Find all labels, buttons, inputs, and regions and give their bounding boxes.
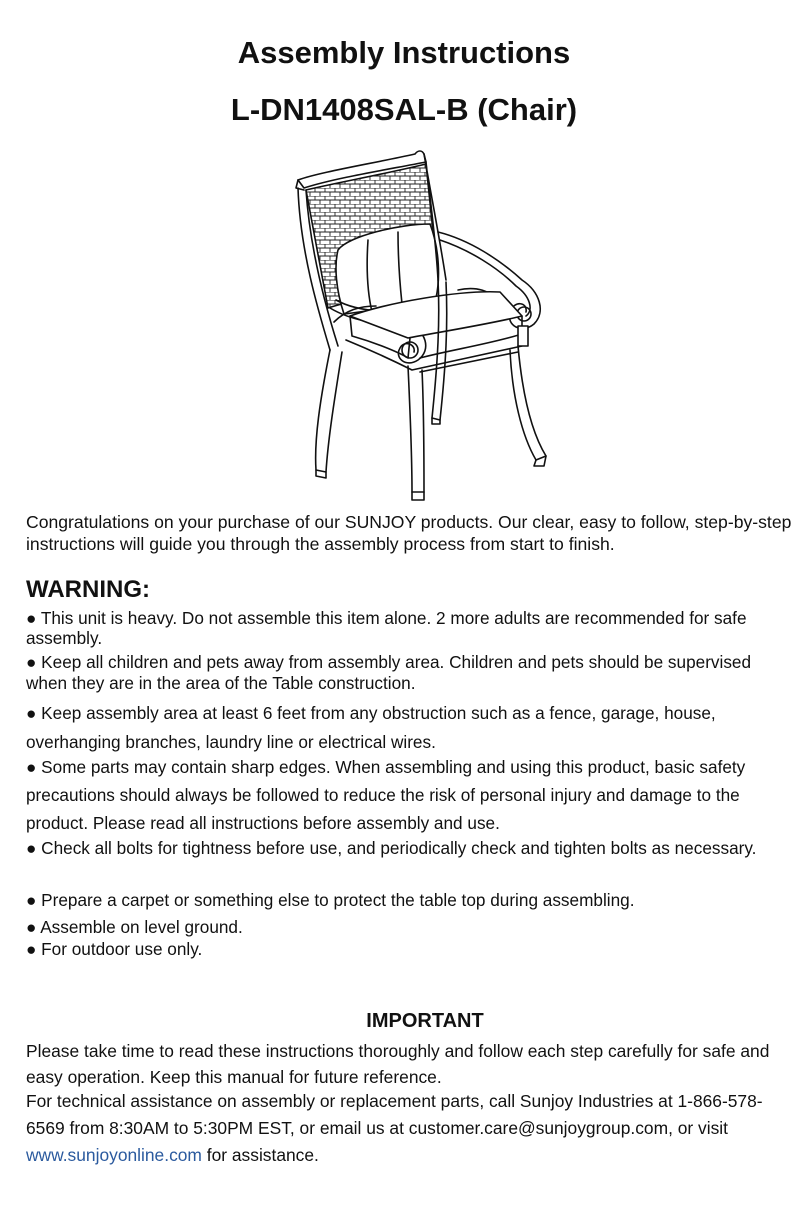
bullet-icon: ● <box>26 890 37 910</box>
warning-item: ● This unit is heavy. Do not assemble this item alone. 2 more adults are recommended for safe assembly. <box>26 608 747 648</box>
bullet-icon: ● <box>26 917 37 937</box>
patio-chair-illustration <box>290 140 550 505</box>
model-number: L-DN1408SAL-B (Chair) <box>230 92 578 127</box>
bullet-icon: ● <box>26 652 37 672</box>
warning-item: ● Some parts may contain sharp edges. When assembling and using this product, basic safety precautions should always be followed to reduce the risk of personal injury and damage to the product. Please read all instructions before assembly and use. <box>26 757 746 833</box>
important-paragraph: Please take time to read these instructions thoroughly and follow each step carefully for safe and easy operation. Keep this manual for future reference. <box>26 1041 770 1087</box>
warning-item: ● Keep all children and pets away from assembly area. Children and pets should be supervised when they are in the area of the Table construction. <box>26 652 752 693</box>
bullet-icon: ● <box>26 757 37 777</box>
warning-heading: WARNING: <box>26 576 150 603</box>
website-link[interactable]: www.sunjoyonline.com <box>26 1145 202 1165</box>
warning-item: ● Assemble on level ground. <box>26 917 243 937</box>
bullet-icon: ● <box>26 939 37 959</box>
bullet-icon: ● <box>26 703 37 723</box>
warning-item: ● Prepare a carpet or something else to protect the table top during assembling. <box>26 890 635 910</box>
intro-paragraph: Congratulations on your purchase of our SUNJOY products. Our clear, easy to follow, step-by-step instructions will guide you through the assembly process from start to finish. <box>26 512 792 554</box>
page-title: Assembly Instructions <box>237 35 571 70</box>
warning-item: ● For outdoor use only. <box>26 939 203 959</box>
bullet-icon: ● <box>26 838 37 858</box>
warning-item: ● Check all bolts for tightness before use, and periodically check and tighten bolts as necessary. <box>26 838 757 858</box>
bullet-icon: ● <box>26 608 37 628</box>
warning-item: ● Keep assembly area at least 6 feet from any obstruction such as a fence, garage, house, overhanging branches, laundry line or electrical wires. <box>26 703 716 752</box>
important-heading: IMPORTANT <box>366 1010 484 1032</box>
support-paragraph: For technical assistance on assembly or replacement parts, call Sunjoy Industries at 1-866-578-6569 from 8:30AM to 5:30PM EST, or email us at customer.care@sunjoygroup.com, or visit www.sunjoyonline.com for assistance. <box>26 1091 763 1165</box>
